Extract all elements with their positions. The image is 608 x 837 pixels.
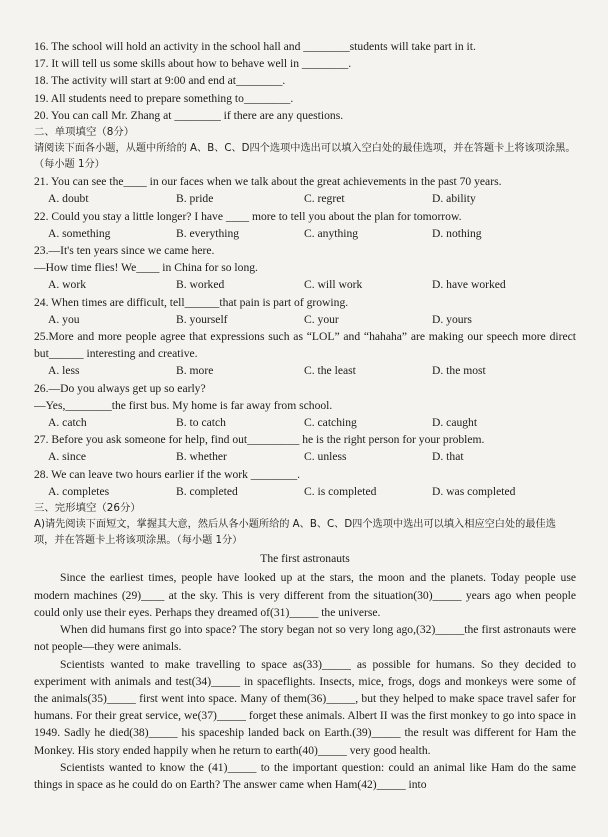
option: C. is completed [304, 484, 377, 498]
option: A. completes [48, 484, 110, 498]
fill-in-line: 20. You can call Mr. Zhang at ________ if there are any questions. [34, 108, 344, 122]
option: A. less [48, 364, 80, 378]
option: D. the most [432, 364, 486, 378]
fill-in-line: 18. The activity will start at 9:00 and end at________. [34, 74, 286, 88]
passage-title: The first astronauts [260, 552, 350, 566]
option: B. worked [176, 278, 225, 292]
option-row [34, 362, 576, 379]
option-row [34, 225, 576, 242]
question [34, 380, 576, 432]
question [34, 466, 576, 500]
option: A. work [48, 278, 86, 292]
question [34, 242, 576, 294]
option: A. since [48, 450, 86, 464]
question-stem: —How time flies! We____ in China for so long. [34, 261, 258, 275]
question [34, 173, 576, 207]
question-stem: 25.More and more people agree that expressions such as “LOL” and “hahaha” are making our speech more direct but______ interesting and creative. [34, 330, 576, 361]
question [34, 208, 576, 242]
option: A. something [48, 226, 111, 240]
option: D. caught [432, 416, 478, 430]
option: B. completed [176, 484, 238, 498]
question-stem: 28. We can leave two hours earlier if the work ________. [34, 467, 301, 481]
option: B. everything [176, 226, 240, 240]
option: B. to catch [176, 416, 226, 430]
fill-in-line: 16. The school will hold an activity in the school hall and ________students will take part in it. [34, 40, 476, 53]
section-instruction: 请阅读下面各小题，从题中所给的 A、B、C、D四个选项中选出可以填入空白处的最佳选项，并在答题卡上将该项涂黑。（每小题 1分） [34, 143, 576, 171]
section-heading: 二、单项填空（8分） [34, 126, 135, 139]
option: D. have worked [432, 278, 506, 292]
fill-in-line: 19. All students need to prepare something to________. [34, 91, 294, 105]
option: D. ability [432, 192, 476, 206]
option: C. will work [304, 278, 363, 292]
question [34, 431, 576, 465]
option: D. nothing [432, 226, 482, 240]
option-row [34, 190, 576, 207]
option: C. catching [304, 416, 357, 430]
passage-paragraph: Since the earliest times, people have looked up at the stars, the moon and the planets. Today people use modern machines (29)____ at the sky. This is very different from the situation(30)_____ years ago when people could only use their eyes. Perhaps they dreamed of(31)_____ the universe. [34, 571, 576, 619]
option: C. anything [304, 226, 359, 240]
question-stem: 21. You can see the____ in our faces when we talk about the great achievements in the past 70 years. [34, 175, 502, 189]
question-stem: 22. Could you stay a little longer? I have ____ more to tell you about the plan for tomorrow. [34, 209, 462, 223]
option-row [34, 276, 576, 293]
option: B. yourself [176, 312, 228, 326]
option: D. yours [432, 312, 472, 326]
option-row [34, 483, 576, 500]
section-instruction: A)请先阅读下面短文，掌握其大意，然后从各小题所给的 A、B、C、D四个选项中选出可以填入相应空白处的最佳选项，并在答题卡上将该项涂黑。（每小题 1分） [34, 519, 556, 547]
question [34, 294, 576, 328]
option: C. your [304, 312, 339, 326]
question-stem: 24. When times are difficult, tell______that pain is part of growing. [34, 295, 349, 309]
question-stem: 26.—Do you always get up so early? [34, 381, 206, 395]
option-row [34, 448, 576, 465]
option: C. the least [304, 364, 356, 378]
question [34, 328, 576, 380]
passage-paragraph: When did humans first go into space? The story began not so very long ago,(32)_____the first astronauts were not people—they were animals. [34, 623, 576, 654]
fill-in-list [34, 38, 576, 124]
option: D. was completed [432, 484, 516, 498]
passage-paragraph: Scientists wanted to know the (41)_____ to the important question: could an animal like Ham do the same things in space as he could do on Earth? The answer came when Ham(42)_____ into [34, 760, 576, 791]
section-heading: 三、完形填空（26分） [34, 502, 141, 515]
passage-paragraph: Scientists wanted to make travelling to space as(33)_____ as possible for humans. So they decided to experiment with animals and test(34)_____ in spaceflights. Insects, mice, frogs, dogs and monkeys were some of the animals(35)_____ first went into space. Many of them(36)_____, but they helped to make space travel safer for humans. For their great service, we(37)_____ forget these animals. Albert II was the first monkey to go into space in 1949. Sadly he died(38)_____ his spaceship landed back on Earth.(39)_____ the result was different for Ham the Monkey. His story ended happily when he return to earth(40)_____ very good health. [34, 657, 576, 757]
option: A. doubt [48, 192, 89, 206]
option: A. you [48, 312, 80, 326]
option: A. catch [48, 416, 87, 430]
question-stem: 23.—It's ten years since we came here. [34, 244, 215, 258]
option: C. unless [304, 450, 347, 464]
option: C. regret [304, 192, 345, 206]
question-stem: 27. Before you ask someone for help, find out_________ he is the right person for your problem. [34, 433, 485, 447]
option: B. more [176, 364, 214, 378]
option: B. pride [176, 192, 214, 206]
option: B. whether [176, 450, 227, 464]
option-row [34, 311, 576, 328]
option: D. that [432, 450, 464, 464]
fill-in-line: 17. It will tell us some skills about how to behave well in ________. [34, 57, 352, 71]
option-row [34, 414, 576, 431]
question-stem: —Yes,________the first bus. My home is far away from school. [34, 398, 333, 412]
